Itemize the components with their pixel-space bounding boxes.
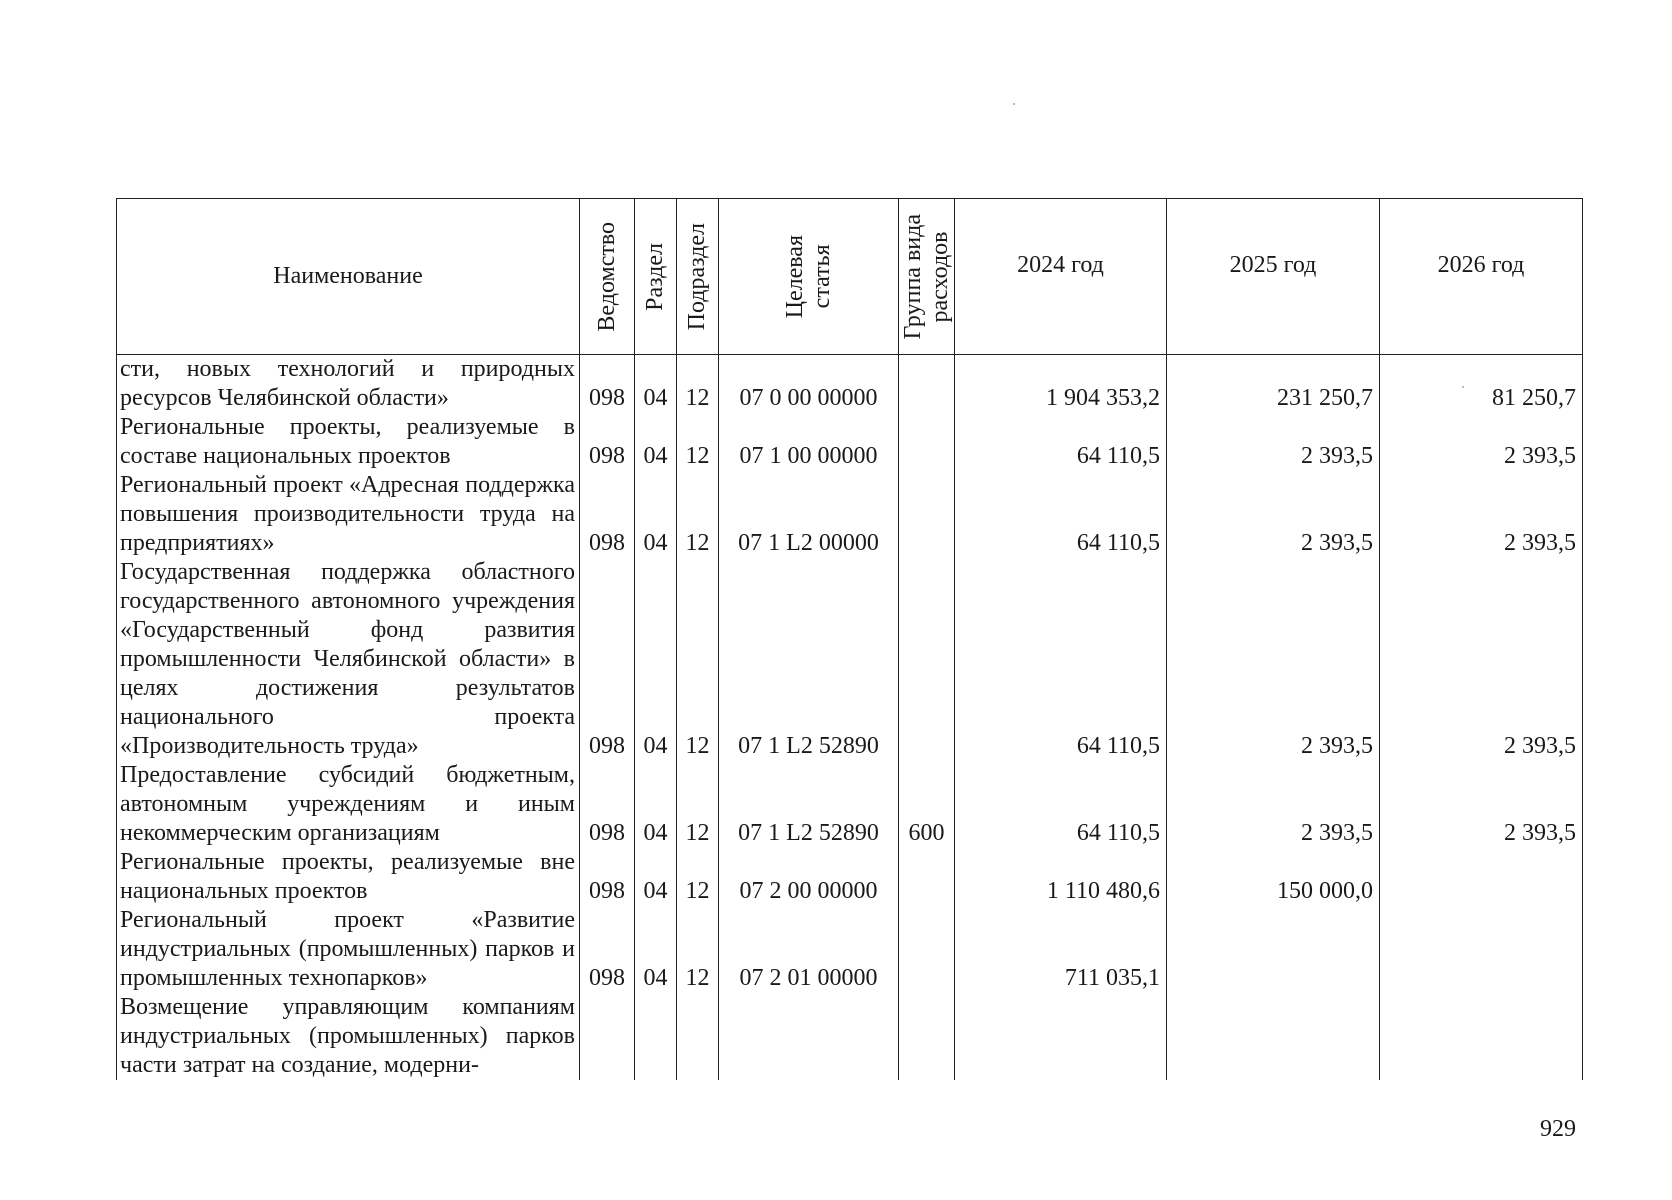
cell-2026	[1380, 848, 1583, 906]
cell-subsection: 12	[677, 848, 719, 906]
table-row	[117, 355, 1583, 414]
cell-2026: 2 393,5	[1380, 471, 1583, 558]
cell-department: 098	[580, 355, 635, 414]
scan-speck	[1462, 386, 1464, 388]
cell-section: 04	[635, 355, 677, 414]
cell-target-item: 07 1 L2 52890	[719, 761, 899, 848]
table-row	[117, 761, 1583, 848]
table-row	[117, 848, 1583, 906]
cell-2024: 64 110,5	[955, 413, 1167, 471]
cell-name: Предоставление субсидий бюджетным, автономным учреждениям и иным некоммерческим организациям	[117, 761, 580, 848]
cell-expense-group	[899, 413, 955, 471]
page-number: 929	[1540, 1116, 1576, 1142]
table-row	[117, 413, 1583, 471]
cell-name: Государственная поддержка областного государственного автономного учреждения «Государственный фонд развития промышленности Челябинской области» в целях достижения результатов национального проекта «Производительность труда»	[117, 558, 580, 761]
cell-2024: 1 110 480,6	[955, 848, 1167, 906]
header-target-item: Целевая статья	[719, 199, 899, 355]
header-expense-group: Группа вида расходов	[899, 199, 955, 355]
cell-2024: 1 904 353,2	[955, 355, 1167, 414]
cell-section	[635, 993, 677, 1080]
cell-expense-group	[899, 558, 955, 761]
cell-2026: 81 250,7	[1380, 355, 1583, 414]
cell-2025: 2 393,5	[1167, 413, 1380, 471]
cell-2024: 64 110,5	[955, 471, 1167, 558]
cell-section: 04	[635, 413, 677, 471]
cell-target-item: 07 1 L2 52890	[719, 558, 899, 761]
cell-2025	[1167, 906, 1380, 993]
table-header-row	[117, 199, 1583, 355]
cell-subsection: 12	[677, 558, 719, 761]
cell-2024: 64 110,5	[955, 761, 1167, 848]
cell-target-item: 07 1 00 00000	[719, 413, 899, 471]
cell-target-item: 07 1 L2 00000	[719, 471, 899, 558]
cell-name: Региональный проект «Адресная поддержка повышения производительности труда на предприятиях»	[117, 471, 580, 558]
cell-2026: 2 393,5	[1380, 558, 1583, 761]
cell-2025: 2 393,5	[1167, 761, 1380, 848]
header-department: Ведомство	[580, 199, 635, 355]
header-name: Наименование	[117, 199, 580, 355]
header-year-2025: 2025 год	[1167, 199, 1380, 355]
budget-table	[116, 198, 1583, 1080]
table-row	[117, 993, 1583, 1080]
cell-expense-group	[899, 471, 955, 558]
cell-2024: 64 110,5	[955, 558, 1167, 761]
cell-department: 098	[580, 471, 635, 558]
cell-2026: 2 393,5	[1380, 761, 1583, 848]
cell-target-item: 07 0 00 00000	[719, 355, 899, 414]
cell-name: Возмещение управляющим компаниям индустриальных (промышленных) парков части затрат на создание, модерни-	[117, 993, 580, 1080]
cell-name: Региональные проекты, реализуемые вне национальных проектов	[117, 848, 580, 906]
cell-target-item: 07 2 01 00000	[719, 906, 899, 993]
cell-subsection: 12	[677, 413, 719, 471]
cell-expense-group	[899, 848, 955, 906]
cell-subsection: 12	[677, 761, 719, 848]
cell-expense-group	[899, 993, 955, 1080]
cell-2024	[955, 993, 1167, 1080]
cell-expense-group	[899, 906, 955, 993]
cell-section: 04	[635, 848, 677, 906]
cell-department	[580, 993, 635, 1080]
cell-department: 098	[580, 761, 635, 848]
cell-department: 098	[580, 906, 635, 993]
cell-subsection: 12	[677, 471, 719, 558]
cell-section: 04	[635, 906, 677, 993]
cell-2025: 150 000,0	[1167, 848, 1380, 906]
cell-department: 098	[580, 848, 635, 906]
cell-2025: 2 393,5	[1167, 558, 1380, 761]
header-year-2024: 2024 год	[955, 199, 1167, 355]
cell-2025: 231 250,7	[1167, 355, 1380, 414]
cell-expense-group: 600	[899, 761, 955, 848]
cell-department: 098	[580, 413, 635, 471]
cell-2026	[1380, 993, 1583, 1080]
cell-2024: 711 035,1	[955, 906, 1167, 993]
cell-2025: 2 393,5	[1167, 471, 1380, 558]
cell-subsection: 12	[677, 906, 719, 993]
cell-subsection	[677, 993, 719, 1080]
scan-speck	[1013, 103, 1015, 105]
header-subsection: Подраздел	[677, 199, 719, 355]
cell-section: 04	[635, 558, 677, 761]
cell-2025	[1167, 993, 1380, 1080]
cell-target-item: 07 2 00 00000	[719, 848, 899, 906]
cell-2026: 2 393,5	[1380, 413, 1583, 471]
table-row	[117, 471, 1583, 558]
cell-name: Региональные проекты, реализуемые в составе национальных проектов	[117, 413, 580, 471]
table-row	[117, 906, 1583, 993]
header-section: Раздел	[635, 199, 677, 355]
table-row	[117, 558, 1583, 761]
cell-department: 098	[580, 558, 635, 761]
cell-2026	[1380, 906, 1583, 993]
cell-name: Региональный проект «Развитие индустриальных (промышленных) парков и промышленных технопарков»	[117, 906, 580, 993]
cell-expense-group	[899, 355, 955, 414]
cell-subsection: 12	[677, 355, 719, 414]
table-body	[117, 355, 1583, 1081]
cell-name: сти, новых технологий и природных ресурсов Челябинской области»	[117, 355, 580, 414]
cell-section: 04	[635, 761, 677, 848]
header-year-2026: 2026 год	[1380, 199, 1583, 355]
cell-section: 04	[635, 471, 677, 558]
cell-target-item	[719, 993, 899, 1080]
